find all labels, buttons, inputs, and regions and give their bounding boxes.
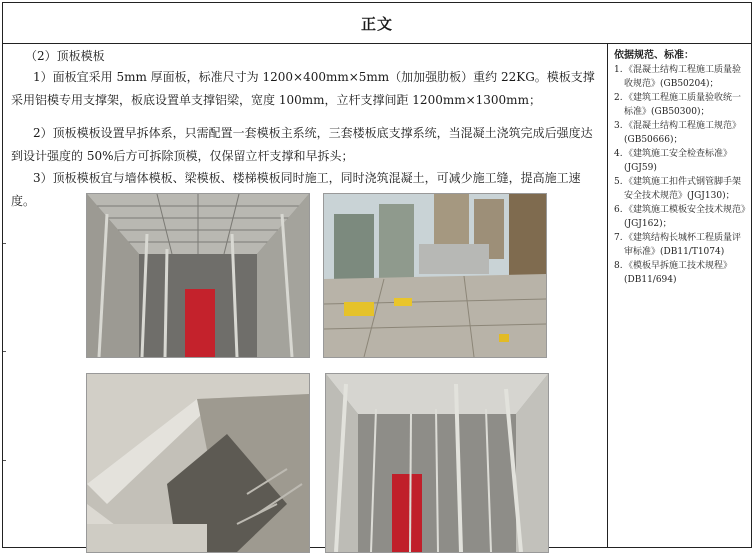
page-title: 正文 [360, 14, 393, 33]
document-frame [2, 2, 752, 548]
section-title: （2）顶板模板 [25, 49, 105, 63]
reference-number: 8. [614, 261, 623, 271]
reference-number: 2. [614, 93, 623, 103]
paragraph-1: 1）面板宜采用 5mm 厚面板，标准尺寸为 1200×400mm×5mm（加加强肋板）重约 22KG。模板支撑采用铝模专用支撑架，板底设置单支撑铝梁，宽度 100mm，立杆支撑间距 1200mm×1300mm； [11, 70, 595, 107]
construction-site-photo [323, 193, 547, 358]
references-heading: 依据规范、标准： [614, 50, 694, 61]
reference-text: 《建筑施工模板安全技术规范》(JGJ162)； [624, 205, 746, 229]
reference-item [614, 231, 747, 259]
margin-tick [3, 243, 6, 244]
reference-number: 6. [614, 205, 623, 215]
reference-text: 《混凝土结构工程施工规范》(GB50666)； [624, 121, 742, 145]
reference-text: 《混凝土结构工程施工质量验收规范》(GB50204)； [624, 65, 742, 89]
reference-item [614, 203, 747, 231]
reference-text: 《模板早拆施工技术规程》(DB11/694) [624, 261, 733, 285]
reference-item [614, 91, 747, 119]
title-row [3, 3, 751, 44]
aluminum-ceiling-formwork-photo [86, 193, 310, 358]
reference-text: 《建筑结构长城杯工程质量评审标准》(DB11/T1074) [624, 233, 742, 257]
main-content [3, 43, 608, 547]
reference-item [614, 175, 747, 203]
references-list [614, 63, 747, 287]
reference-text: 《建筑工程施工质量验收统一标准》(GB50300)； [624, 93, 742, 117]
reference-item [614, 259, 747, 287]
reference-number: 3. [614, 121, 623, 131]
reference-number: 5. [614, 177, 623, 187]
reference-number: 7. [614, 233, 623, 243]
reference-number: 4. [614, 149, 623, 159]
margin-tick [3, 351, 6, 352]
floor-slab-opening-photo [86, 373, 310, 553]
paragraph-2: 2）顶板模板设置早拆体系，只需配置一套模板主系统，三套楼板底支撑系统，当混凝土浇筑完成后强度达到设计强度的 50%后方可拆除顶模，仅保留立杆支撑和早拆头； [11, 126, 593, 163]
paragraph-3: 3）顶板模板宜与墙体模板、梁模板、楼梯模板同时施工，同时浇筑混凝土，可减少施工缝，提高施工速度。 [11, 171, 581, 208]
margin-tick [3, 460, 6, 461]
reference-text: 《建筑施工扣件式钢管脚手架安全技术规范》(JGJ130)； [624, 177, 742, 201]
reference-number: 1. [614, 65, 623, 75]
early-removal-props-photo [325, 373, 549, 553]
reference-item [614, 147, 747, 175]
reference-text: 《建筑施工安全检查标准》(JGJ59) [624, 149, 733, 173]
reference-item [614, 63, 747, 91]
reference-item [614, 119, 747, 147]
references-sidebar [608, 43, 751, 547]
